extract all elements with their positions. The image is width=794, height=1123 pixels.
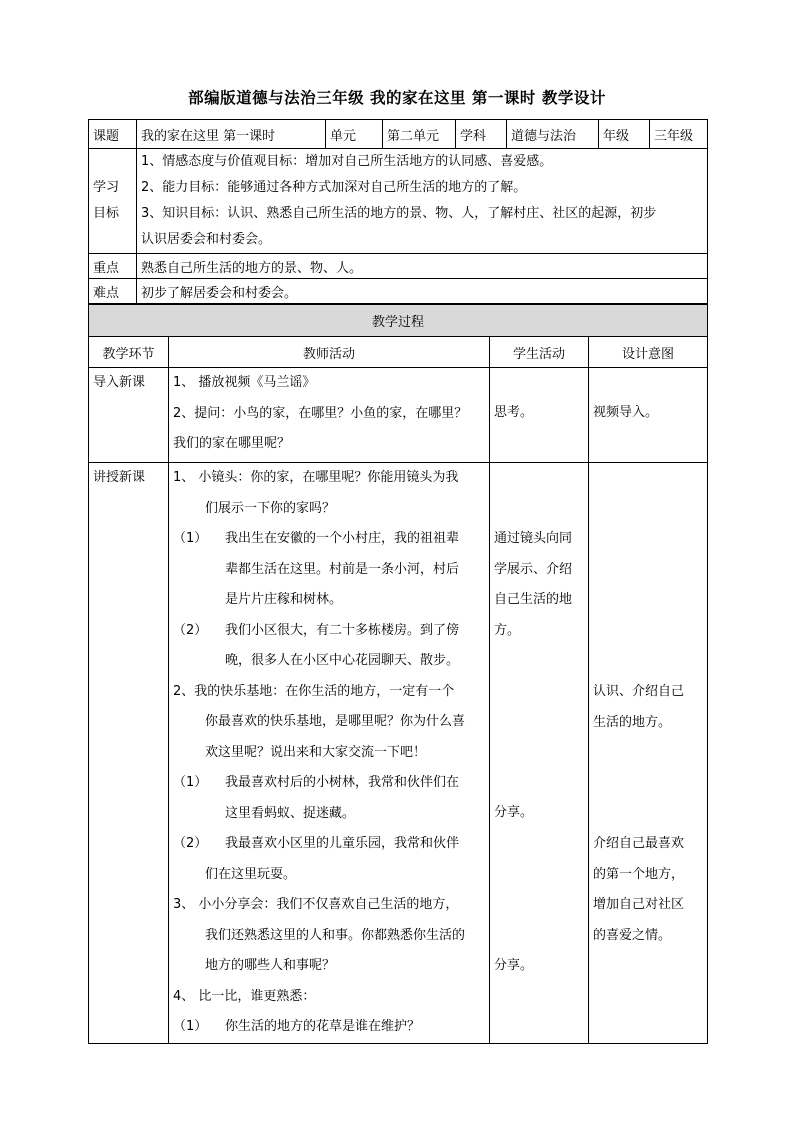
intent-line: 认识、介绍自己 (593, 684, 685, 699)
unit-value: 第二单元 (383, 120, 456, 149)
teacher-line: 们展示一下你的家吗？ (205, 500, 336, 516)
goals-label-line-1: 学习 (93, 180, 120, 195)
intro-student (490, 368, 589, 463)
intro-teacher (169, 368, 490, 463)
intent-line: 增加自己对社区 (593, 897, 685, 912)
topic-row (89, 120, 708, 149)
lecture-intent (589, 463, 708, 1044)
goal-line: 认识居委会和村委会。 (141, 232, 272, 247)
difficulty-row (89, 279, 708, 304)
sub-text: 我最喜欢村后的小树林，我常和伙伴们在 (225, 775, 460, 790)
sub-number: （2） (173, 836, 208, 851)
goals-label-line-2: 目标 (93, 206, 120, 221)
lecture-stage (89, 463, 169, 1044)
student-line: 分享。 (494, 805, 534, 820)
lecture-student (490, 463, 589, 1044)
lecture-row (89, 463, 708, 1044)
grade-label: 年级 (599, 120, 650, 149)
intent-line: 的第一个地方， (593, 866, 685, 882)
goals-label (89, 149, 137, 254)
sub-number: （1） (173, 775, 208, 790)
teacher-line: 我们的家在哪里呢？ (173, 436, 291, 451)
lecture-stage-label: 讲授新课 (93, 470, 146, 485)
difficulty-label: 难点 (89, 279, 137, 304)
teacher-line: 地方的哪些人和事呢？ (205, 958, 336, 973)
intent-line: 视频导入。 (593, 405, 659, 420)
teacher-line: 1、 小镜头：你的家，在哪里呢？你能用镜头为我 (173, 470, 459, 485)
header-intent: 设计意图 (589, 337, 708, 368)
sub-number: （2） (173, 622, 208, 638)
topic-label: 课题 (89, 120, 137, 149)
teacher-line: 晚，很多人在小区中心花园聊天、散步。 (225, 653, 460, 668)
teacher-line: 欢这里呢？说出来和大家交流一下吧！ (205, 744, 427, 760)
unit-label: 单元 (326, 120, 383, 149)
difficulty-value: 初步了解居委会和村委会。 (137, 279, 708, 304)
document-title: 部编版道德与法治三年级 我的家在这里 第一课时 教学设计 (188, 89, 606, 107)
process-header-row (89, 337, 708, 368)
student-line: 方。 (494, 622, 521, 638)
sub-number: （1） (173, 1019, 208, 1034)
teacher-line (173, 616, 485, 647)
teaching-process-table (88, 304, 708, 1044)
intro-stage (89, 368, 169, 463)
teacher-line: 4、 比一比，谁更熟悉： (173, 988, 316, 1004)
sub-text: 我出生在安徽的一个小村庄，我的祖祖辈 (225, 531, 460, 546)
header-stage: 教学环节 (89, 337, 169, 368)
teacher-line (173, 1012, 485, 1043)
key-point-label: 重点 (89, 254, 137, 279)
subject-value: 道德与法治 (507, 120, 599, 149)
sub-text: 我们小区很大，有二十多栋楼房。到了傍 (225, 622, 460, 638)
lesson-info-table (88, 119, 708, 304)
header-teacher: 教师活动 (169, 337, 490, 368)
teacher-line: 是片片庄稼和树林。 (225, 592, 343, 607)
teacher-line (173, 524, 485, 555)
intent-line: 生活的地方。 (593, 714, 672, 730)
teacher-line: 辈都生活在这里。村前是一条小河，村后 (225, 561, 460, 577)
teacher-line: 们在这里玩耍。 (205, 866, 297, 882)
process-banner-row (89, 305, 708, 337)
teacher-line (173, 829, 485, 860)
student-line: 思考。 (494, 405, 534, 420)
header-student: 学生活动 (490, 337, 589, 368)
key-point-value: 熟悉自己所生活的地方的景、物、人。 (137, 254, 708, 279)
student-line: 自己生活的地 (494, 592, 573, 607)
goal-line: 3、知识目标：认识、熟悉自己所生活的地方的景、物、人，了解村庄、社区的起源，初步 (141, 206, 657, 221)
student-line: 学展示、介绍 (494, 561, 573, 577)
lecture-teacher (169, 463, 490, 1044)
topic-value: 我的家在这里 第一课时 (137, 120, 326, 149)
goal-line: 2、能力目标：能够通过各种方式加深对自己所生活的地方的了解。 (141, 180, 527, 195)
grade-value: 三年级 (650, 120, 708, 149)
sub-text: 我最喜欢小区里的儿童乐园，我常和伙伴 (225, 836, 460, 851)
teacher-line: 2、我的快乐基地：在你生活的地方，一定有一个 (173, 683, 455, 699)
teacher-line: 1、 播放视频《马兰谣》 (173, 375, 316, 390)
goal-line: 1、情感态度与价值观目标：增加对自己所生活地方的认同感、喜爱感。 (141, 154, 553, 169)
teacher-line: 2、提问：小鸟的家，在哪里？小鱼的家，在哪里？ (173, 405, 468, 421)
intent-line: 介绍自己最喜欢 (593, 836, 685, 851)
key-point-row (89, 254, 708, 279)
student-line: 分享。 (494, 957, 534, 973)
goals-content (137, 149, 708, 254)
intro-row (89, 368, 708, 463)
teacher-line: 我们还熟悉这里的人和事。你都熟悉你生活的 (205, 927, 466, 943)
intro-intent (589, 368, 708, 463)
teacher-line: 这里看蚂蚁、捉迷藏。 (225, 805, 356, 821)
sub-number: （1） (173, 531, 208, 546)
teacher-line: 你最喜欢的快乐基地，是哪里呢？你为什么喜 (205, 714, 466, 729)
process-banner: 教学过程 (89, 305, 708, 337)
teacher-line: 3、 小小分享会：我们不仅喜欢自己生活的地方， (173, 897, 459, 912)
subject-label: 学科 (456, 120, 507, 149)
student-line: 通过镜头向同 (494, 531, 573, 546)
intro-stage-label: 导入新课 (93, 375, 146, 390)
sub-text: 你生活的地方的花草是谁在维护？ (225, 1019, 421, 1034)
teacher-line (173, 768, 485, 799)
intent-line: 的喜爱之情。 (593, 927, 672, 943)
goals-row (89, 149, 708, 254)
